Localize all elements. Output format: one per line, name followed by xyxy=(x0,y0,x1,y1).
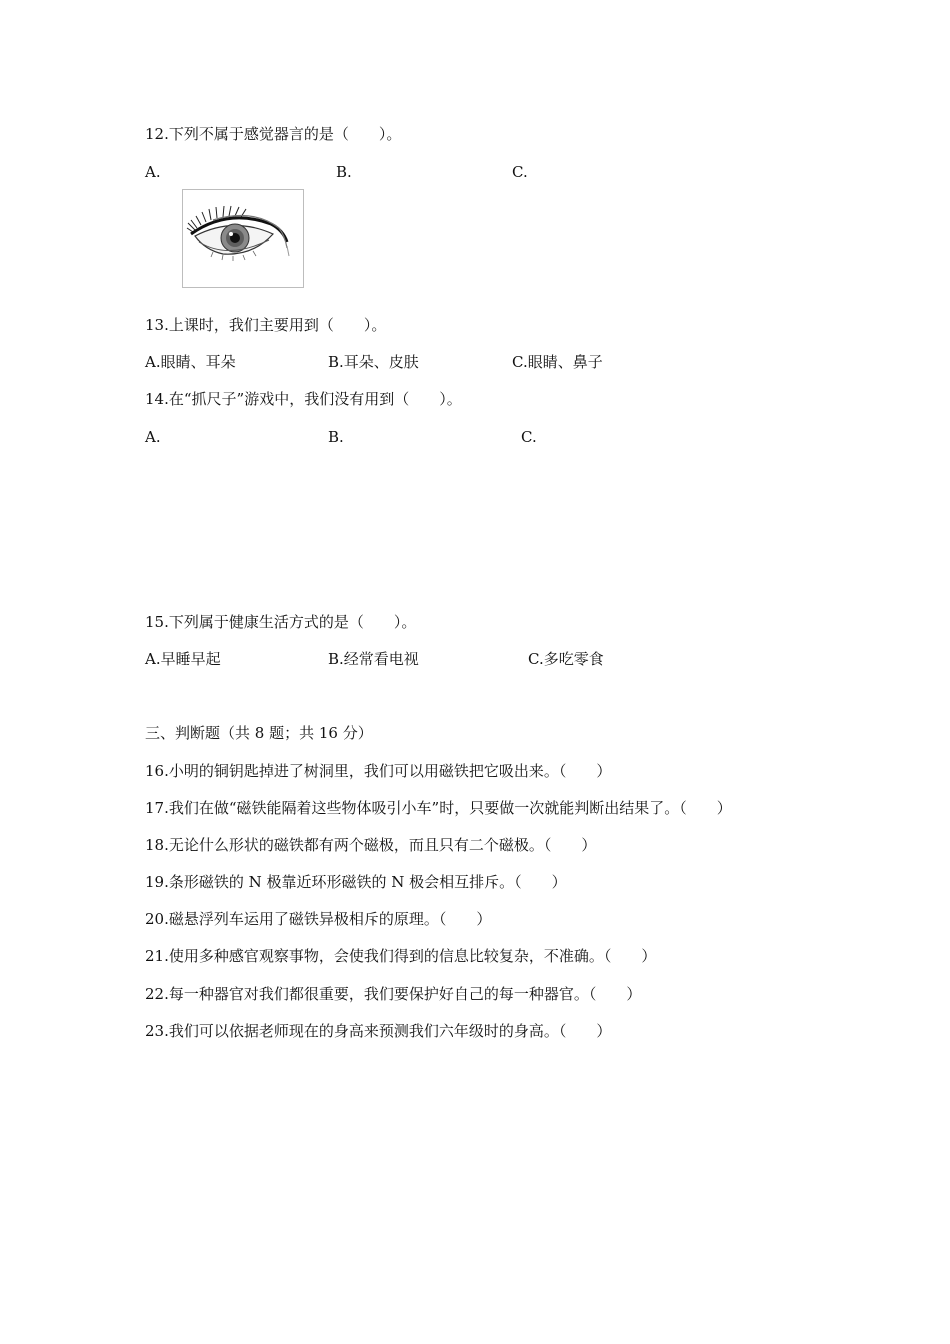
q14-option-b: B. xyxy=(328,428,344,446)
q15-option-a: A.早睡早起 xyxy=(145,650,221,668)
question-14-text: 14.在“抓尺子”游戏中，我们没有用到（ ）。 xyxy=(145,390,462,408)
judge-item-22: 22.每一种器官对我们都很重要，我们要保护好自己的每一种器官。（ ） xyxy=(145,985,642,1003)
judge-item-19: 19.条形磁铁的 N 极靠近环形磁铁的 N 极会相互排斥。（ ） xyxy=(145,873,567,891)
judge-item-23: 23.我们可以依据老师现在的身高来预测我们六年级时的身高。（ ） xyxy=(145,1022,612,1040)
q13-option-c: C.眼睛、鼻子 xyxy=(512,353,603,371)
q15-option-c: C.多吃零食 xyxy=(528,650,604,668)
q14-option-a: A. xyxy=(145,428,161,446)
q12-option-c: C. xyxy=(512,163,528,181)
eye-icon xyxy=(183,190,303,287)
q12-option-b: B. xyxy=(336,163,352,181)
question-13-text: 13.上课时，我们主要用到（ ）。 xyxy=(145,316,387,334)
q12-option-a-image xyxy=(182,189,304,288)
judge-item-17: 17.我们在做“磁铁能隔着这些物体吸引小车”时，只要做一次就能判断出结果了。（ ） xyxy=(145,799,732,817)
judge-item-21: 21.使用多种感官观察事物，会使我们得到的信息比较复杂，不准确。（ ） xyxy=(145,947,657,965)
q15-option-b: B.经常看电视 xyxy=(328,650,419,668)
question-15-text: 15.下列属于健康生活方式的是（ ）。 xyxy=(145,613,417,631)
section-3-heading: 三、判断题（共 8 题；共 16 分） xyxy=(145,724,373,742)
q13-option-a: A.眼睛、耳朵 xyxy=(145,353,236,371)
q13-option-b: B.耳朵、皮肤 xyxy=(328,353,419,371)
judge-item-20: 20.磁悬浮列车运用了磁铁异极相斥的原理。（ ） xyxy=(145,910,492,928)
question-12-text: 12.下列不属于感觉器言的是（ ）。 xyxy=(145,125,402,143)
q14-option-c: C. xyxy=(521,428,537,446)
q12-option-a: A. xyxy=(145,163,161,181)
judge-item-18: 18.无论什么形状的磁铁都有两个磁极，而且只有二个磁极。（ ） xyxy=(145,836,597,854)
judge-item-16: 16.小明的铜钥匙掉进了树洞里，我们可以用磁铁把它吸出来。（ ） xyxy=(145,762,612,780)
